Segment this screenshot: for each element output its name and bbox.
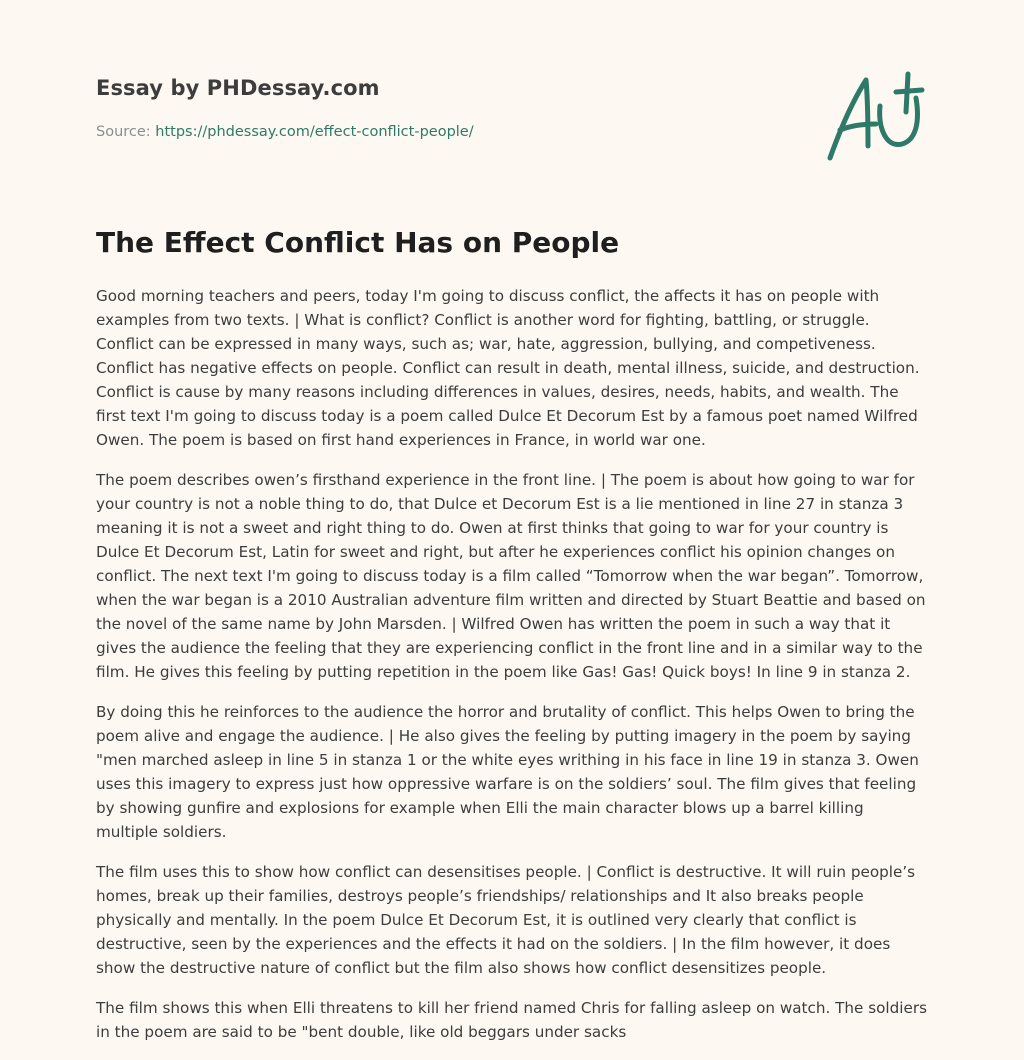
essay-paragraph: The film shows this when Elli threatens to kill her friend named Chris for falling asleep on watch. The soldiers in the poem are said to be "bent double, like old beggars under sacks [96, 999, 927, 1041]
essay-paragraph: Good morning teachers and peers, today I'm going to discuss conflict, the affects it has on people with examples from two texts. | What is conflict? Conflict is another word for fighting, battling, or struggle. Conflict can be expressed in many ways, such as; war, hate, aggression, bullying, and competiveness. Conflict has negative effects on people. Conflict can result in death, mental illness, suicide, and destruction. Conflict is cause by many reasons including differences in values, desires, needs, habits, and wealth. The first text I'm going to discuss today is a poem called Dulce Et Decorum Est by a famous poet named Wilfred Owen. The poem is based on first hand experiences in France, in world war one. [96, 287, 920, 449]
essay-paragraph: The film uses this to show how conflict can desensitises people. | Conflict is destructive. It will ruin people’s homes, break up their families, destroys people’s friendships/ relationships and It also breaks people physically and mentally. In the poem Dulce Et Decorum Est, it is outlined very clearly that conflict is destructive, seen by the experiences and the effects it had on the soldiers. | In the film however, it does show the destructive nature of conflict but the film also shows how conflict desensitizes people. [96, 863, 916, 977]
site-brand: Essay by PHDessay.com [96, 76, 380, 100]
source-label: Source: [96, 124, 151, 140]
a-plus-grade-icon [822, 68, 932, 168]
essay-body [96, 284, 930, 1060]
source-line [96, 124, 474, 140]
essay-paragraph: The poem describes owen’s firsthand experience in the front line. | The poem is about how going to war for your country is not a noble thing to do, that Dulce et Decorum Est is a lie mentioned in line 27 in stanza 3 meaning it is not a sweet and right thing to do. Owen at first thinks that going to war for your country is Dulce Et Decorum Est, Latin for sweet and right, but after he experiences conflict his opinion changes on conflict. The next text I'm going to discuss today is a film called “Tomorrow when the war began”. Tomorrow, when the war began is a 2010 Australian adventure film written and directed by Stuart Beattie and based on the novel of the same name by John Marsden. | Wilfred Owen has written the poem in such a way that it gives the audience the feeling that they are experiencing conflict in the front line and in a similar way to the film. He gives this feeling by putting repetition in the poem like Gas! Gas! Quick boys! In line 9 in stanza 2. [96, 471, 926, 681]
source-link[interactable]: https://phdessay.com/effect-conflict-people/ [155, 124, 474, 140]
essay-title: The Effect Conflict Has on People [96, 226, 620, 259]
essay-paragraph: By doing this he reinforces to the audience the horror and brutality of conflict. This helps Owen to bring the poem alive and engage the audience. | He also gives the feeling by putting imagery in the poem by saying "men marched asleep in line 5 in stanza 1 or the white eyes writhing in his face in line 19 in stanza 3. Owen uses this imagery to express just how oppressive warfare is on the soldiers’ soul. The film gives that feeling by showing gunfire and explosions for example when Elli the main character blows up a barrel killing multiple soldiers. [96, 703, 919, 841]
